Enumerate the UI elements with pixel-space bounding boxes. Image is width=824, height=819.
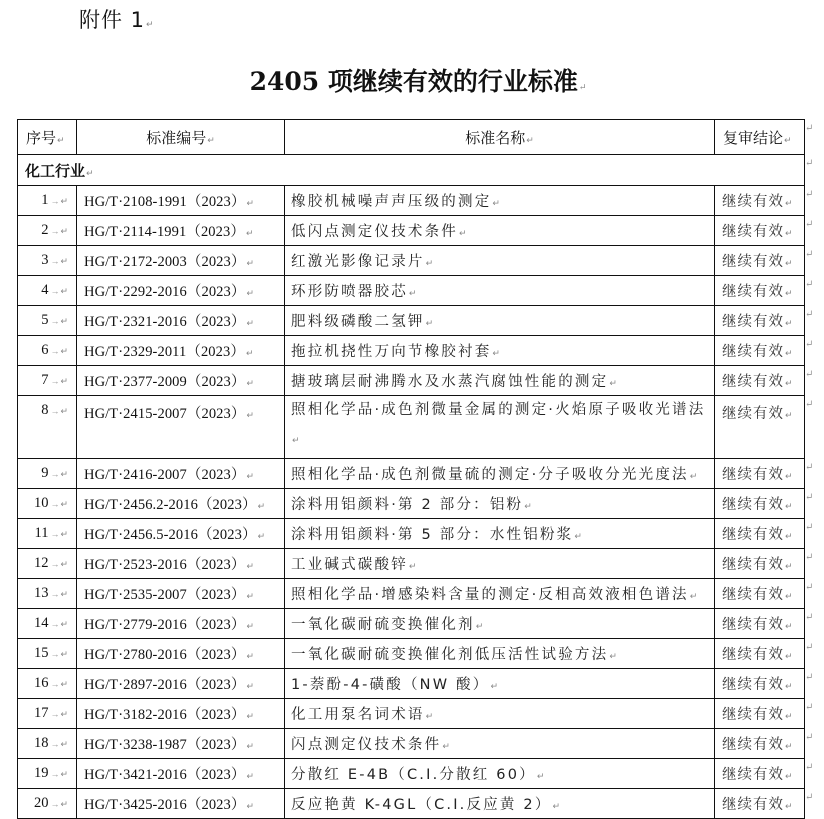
paragraph-mark-icon: ↵ — [60, 196, 68, 206]
paragraph-mark-icon: ↵ — [246, 621, 255, 631]
tab-arrow-icon: → — [50, 649, 60, 659]
cell-name: 拖拉机挠性万向节橡胶衬套↵ — [285, 336, 715, 366]
paragraph-mark-icon: ↵ — [785, 349, 794, 359]
paragraph-mark-icon: ↵ — [246, 471, 255, 481]
paragraph-mark-icon: ↵ — [785, 199, 794, 209]
cell-code: HG/T·2377-2009（2023）↵ — [77, 366, 285, 396]
cell-code: HG/T·2329-2011（2023）↵ — [77, 336, 285, 366]
cell-code: HG/T·2292-2016（2023）↵ — [77, 276, 285, 306]
paragraph-mark-icon: ↵ — [425, 319, 436, 329]
paragraph-mark-icon: ↵ — [246, 801, 255, 811]
paragraph-mark-icon: ↵ — [689, 472, 700, 482]
cell-conclusion: 继续有效↵ — [715, 639, 805, 669]
paragraph-mark-icon: ↵ — [246, 561, 255, 571]
paragraph-mark-icon: ↵ — [526, 135, 534, 146]
cell-code: HG/T·2415-2007（2023）↵ — [77, 396, 285, 459]
row-end-mark-icon: ↵ — [805, 157, 814, 169]
paragraph-mark-icon: ↵ — [785, 592, 794, 602]
cell-code: HG/T·2172-2003（2023）↵ — [77, 246, 285, 276]
paragraph-mark-icon: ↵ — [785, 532, 794, 542]
paragraph-mark-icon: ↵ — [57, 135, 65, 146]
tab-arrow-icon: → — [50, 709, 60, 719]
attachment-label: 附件 1↵ — [79, 8, 155, 32]
cell-conclusion: 继续有效↵ — [715, 669, 805, 699]
cell-code: HG/T·2780-2016（2023）↵ — [77, 639, 285, 669]
paragraph-mark-icon: ↵ — [60, 316, 68, 326]
table-row — [18, 639, 805, 669]
table-row — [18, 306, 805, 336]
cell-conclusion: 继续有效↵ — [715, 549, 805, 579]
paragraph-mark-icon: ↵ — [492, 349, 503, 359]
row-end-mark-icon: ↵ — [805, 491, 814, 503]
header-code: 标准编号↵ — [77, 120, 285, 155]
paragraph-mark-icon: ↵ — [475, 622, 486, 632]
tab-arrow-icon: → — [50, 529, 60, 539]
paragraph-mark-icon: ↵ — [60, 559, 68, 569]
paragraph-mark-icon: ↵ — [60, 346, 68, 356]
paragraph-mark-icon: ↵ — [60, 286, 68, 296]
paragraph-mark-icon: ↵ — [408, 562, 419, 572]
table-header-row — [18, 120, 805, 155]
cell-seq: 2 →↵ — [18, 216, 77, 246]
cell-seq: 3 →↵ — [18, 246, 77, 276]
tab-arrow-icon: → — [50, 589, 60, 599]
cell-code: HG/T·2456.2-2016（2023）↵ — [77, 489, 285, 519]
row-end-mark-icon: ↵ — [805, 791, 814, 803]
cell-conclusion: 继续有效↵ — [715, 276, 805, 306]
cell-seq: 7 →↵ — [18, 366, 77, 396]
paragraph-mark-icon: ↵ — [442, 742, 453, 752]
table-row — [18, 549, 805, 579]
table-row — [18, 246, 805, 276]
cell-seq: 8 →↵ — [18, 396, 77, 459]
cell-seq: 19 →↵ — [18, 759, 77, 789]
paragraph-mark-icon: ↵ — [292, 436, 302, 446]
paragraph-mark-icon: ↵ — [785, 772, 794, 782]
cell-code: HG/T·3425-2016（2023）↵ — [77, 789, 285, 819]
paragraph-mark-icon: ↵ — [689, 592, 700, 602]
row-end-mark-icon: ↵ — [805, 278, 814, 290]
table-row — [18, 669, 805, 699]
paragraph-mark-icon: ↵ — [60, 499, 68, 509]
paragraph-mark-icon: ↵ — [246, 681, 255, 691]
cell-name: 一氧化碳耐硫变换催化剂↵ — [285, 609, 715, 639]
tab-arrow-icon: → — [50, 286, 60, 296]
cell-name: 肥料级磷酸二氢钾↵ — [285, 306, 715, 336]
cell-name: 工业碱式碳酸锌↵ — [285, 549, 715, 579]
paragraph-mark-icon: ↵ — [785, 411, 794, 421]
cell-conclusion: 继续有效↵ — [715, 759, 805, 789]
cell-conclusion: 继续有效↵ — [715, 336, 805, 366]
row-end-mark-icon: ↵ — [805, 248, 814, 260]
cell-name: 1-萘酚-4-磺酸（NW 酸）↵ — [285, 669, 715, 699]
cell-code: HG/T·2456.5-2016（2023）↵ — [77, 519, 285, 549]
cell-seq: 17 →↵ — [18, 699, 77, 729]
cell-seq: 4 →↵ — [18, 276, 77, 306]
paragraph-mark-icon: ↵ — [785, 562, 794, 572]
cell-conclusion: 继续有效↵ — [715, 609, 805, 639]
header-seq: 序号↵ — [18, 120, 77, 155]
table-row — [18, 459, 805, 489]
table-row — [18, 366, 805, 396]
row-end-mark-icon: ↵ — [805, 761, 814, 773]
paragraph-mark-icon: ↵ — [246, 258, 255, 268]
paragraph-mark-icon: ↵ — [785, 229, 794, 239]
row-end-mark-icon: ↵ — [805, 581, 814, 593]
cell-conclusion: 继续有效↵ — [715, 789, 805, 819]
table-row — [18, 789, 805, 819]
paragraph-mark-icon: ↵ — [524, 502, 535, 512]
paragraph-mark-icon: ↵ — [207, 135, 215, 146]
paragraph-mark-icon: ↵ — [408, 289, 419, 299]
table-row — [18, 216, 805, 246]
cell-conclusion: 继续有效↵ — [715, 699, 805, 729]
paragraph-mark-icon: ↵ — [785, 742, 794, 752]
header-name: 标准名称↵ — [285, 120, 715, 155]
paragraph-mark-icon: ↵ — [609, 652, 620, 662]
tab-arrow-icon: → — [50, 769, 60, 779]
cell-conclusion: 继续有效↵ — [715, 216, 805, 246]
paragraph-mark-icon: ↵ — [425, 259, 436, 269]
cell-conclusion: 继续有效↵ — [715, 519, 805, 549]
cell-conclusion: 继续有效↵ — [715, 489, 805, 519]
tab-arrow-icon: → — [50, 316, 60, 326]
standards-table — [17, 119, 805, 819]
tab-arrow-icon: → — [50, 559, 60, 569]
cell-code: HG/T·2416-2007（2023）↵ — [77, 459, 285, 489]
paragraph-mark-icon: ↵ — [246, 318, 255, 328]
row-end-mark-icon: ↵ — [805, 701, 814, 713]
row-end-mark-icon: ↵ — [805, 398, 814, 410]
paragraph-mark-icon: ↵ — [785, 502, 794, 512]
cell-conclusion: 继续有效↵ — [715, 396, 805, 459]
paragraph-mark-icon: ↵ — [60, 769, 68, 779]
table-row — [18, 396, 805, 459]
tab-arrow-icon: → — [50, 739, 60, 749]
paragraph-mark-icon: ↵ — [60, 376, 68, 386]
paragraph-mark-icon: ↵ — [785, 622, 794, 632]
cell-name: 环形防喷器胶芯↵ — [285, 276, 715, 306]
paragraph-mark-icon: ↵ — [785, 712, 794, 722]
cell-code: HG/T·3238-1987（2023）↵ — [77, 729, 285, 759]
paragraph-mark-icon: ↵ — [246, 771, 255, 781]
row-end-mark-icon: ↵ — [805, 551, 814, 563]
tab-arrow-icon: → — [50, 196, 60, 206]
cell-seq: 20 →↵ — [18, 789, 77, 819]
cell-conclusion: 继续有效↵ — [715, 459, 805, 489]
cell-name: 橡胶机械噪声声压级的测定↵ — [285, 186, 715, 216]
cell-code: HG/T·2321-2016（2023）↵ — [77, 306, 285, 336]
paragraph-mark-icon: ↵ — [60, 406, 68, 416]
cell-name: 闪点测定仪技术条件↵ — [285, 729, 715, 759]
paragraph-mark-icon: ↵ — [60, 679, 68, 689]
paragraph-mark-icon: ↵ — [785, 472, 794, 482]
paragraph-mark-icon: ↵ — [60, 799, 68, 809]
paragraph-mark-icon: ↵ — [146, 20, 155, 30]
paragraph-mark-icon: ↵ — [60, 529, 68, 539]
cell-conclusion: 继续有效↵ — [715, 366, 805, 396]
cell-name: 涂料用铝颜料·第 5 部分：水性铝粉浆↵ — [285, 519, 715, 549]
paragraph-mark-icon: ↵ — [246, 711, 255, 721]
cell-name: 搪玻璃层耐沸腾水及水蒸汽腐蚀性能的测定↵ — [285, 366, 715, 396]
paragraph-mark-icon: ↵ — [492, 199, 503, 209]
paragraph-mark-icon: ↵ — [246, 198, 255, 208]
paragraph-mark-icon: ↵ — [574, 532, 585, 542]
cell-seq: 1 →↵ — [18, 186, 77, 216]
cell-seq: 18 →↵ — [18, 729, 77, 759]
paragraph-mark-icon: ↵ — [60, 619, 68, 629]
paragraph-mark-icon: ↵ — [536, 772, 547, 782]
cell-seq: 9 →↵ — [18, 459, 77, 489]
paragraph-mark-icon: ↵ — [60, 226, 68, 236]
paragraph-mark-icon: ↵ — [246, 651, 255, 661]
tab-arrow-icon: → — [50, 619, 60, 629]
paragraph-mark-icon: ↵ — [578, 83, 587, 93]
cell-seq: 12 →↵ — [18, 549, 77, 579]
row-end-mark-icon: ↵ — [805, 521, 814, 533]
cell-conclusion: 继续有效↵ — [715, 186, 805, 216]
table-row — [18, 699, 805, 729]
table-row — [18, 519, 805, 549]
cell-name: 反应艳黄 K-4GL（C.I.反应黄 2）↵ — [285, 789, 715, 819]
row-end-mark-icon: ↵ — [805, 461, 814, 473]
cell-seq: 16 →↵ — [18, 669, 77, 699]
paragraph-mark-icon: ↵ — [785, 802, 794, 812]
row-end-mark-icon: ↵ — [805, 218, 814, 230]
paragraph-mark-icon: ↵ — [490, 682, 501, 692]
paragraph-mark-icon: ↵ — [459, 229, 469, 239]
row-end-mark-icon: ↵ — [805, 308, 814, 320]
cell-code: HG/T·2523-2016（2023）↵ — [77, 549, 285, 579]
cell-seq: 14 →↵ — [18, 609, 77, 639]
paragraph-mark-icon: ↵ — [60, 649, 68, 659]
cell-name: 低闪点测定仪技术条件↵ — [285, 216, 715, 246]
paragraph-mark-icon: ↵ — [60, 469, 68, 479]
tab-arrow-icon: → — [50, 256, 60, 266]
row-end-mark-icon: ↵ — [805, 731, 814, 743]
cell-name: 照相化学品·增感染料含量的测定·反相高效液相色谱法↵ — [285, 579, 715, 609]
cell-seq: 11 →↵ — [18, 519, 77, 549]
category-row — [18, 155, 805, 186]
paragraph-mark-icon: ↵ — [785, 319, 794, 329]
tab-arrow-icon: → — [50, 226, 60, 236]
cell-conclusion: 继续有效↵ — [715, 246, 805, 276]
cell-name: 化工用泵名词术语↵ — [285, 699, 715, 729]
paragraph-mark-icon: ↵ — [785, 289, 794, 299]
cell-code: HG/T·3182-2016（2023）↵ — [77, 699, 285, 729]
row-end-mark-icon: ↵ — [805, 188, 814, 200]
row-end-mark-icon: ↵ — [805, 671, 814, 683]
row-end-mark-icon: ↵ — [805, 338, 814, 350]
table-row — [18, 336, 805, 366]
table-row — [18, 489, 805, 519]
paragraph-mark-icon: ↵ — [784, 135, 792, 146]
cell-name: 照相化学品·成色剂微量金属的测定·火焰原子吸收光谱法↵ — [285, 396, 715, 459]
cell-conclusion: 继续有效↵ — [715, 729, 805, 759]
cell-seq: 10 →↵ — [18, 489, 77, 519]
row-end-mark-icon: ↵ — [805, 611, 814, 623]
paragraph-mark-icon: ↵ — [246, 591, 255, 601]
paragraph-mark-icon: ↵ — [60, 709, 68, 719]
tab-arrow-icon: → — [50, 406, 60, 416]
paragraph-mark-icon: ↵ — [425, 712, 436, 722]
table-row — [18, 609, 805, 639]
table-row — [18, 186, 805, 216]
cell-seq: 13 →↵ — [18, 579, 77, 609]
table-row — [18, 729, 805, 759]
row-end-mark-icon: ↵ — [805, 641, 814, 653]
cell-seq: 5 →↵ — [18, 306, 77, 336]
tab-arrow-icon: → — [50, 469, 60, 479]
category-label: 化工行业↵ — [18, 155, 805, 186]
cell-code: HG/T·2108-1991（2023）↵ — [77, 186, 285, 216]
table-row — [18, 276, 805, 306]
tab-arrow-icon: → — [50, 799, 60, 809]
cell-name: 照相化学品·成色剂微量硫的测定·分子吸收分光光度法↵ — [285, 459, 715, 489]
cell-name: 分散红 E-4B（C.I.分散红 60）↵ — [285, 759, 715, 789]
tab-arrow-icon: → — [50, 376, 60, 386]
cell-seq: 15 →↵ — [18, 639, 77, 669]
tab-arrow-icon: → — [50, 346, 60, 356]
cell-name: 一氧化碳耐硫变换催化剂低压活性试验方法↵ — [285, 639, 715, 669]
paragraph-mark-icon: ↵ — [245, 348, 254, 358]
paragraph-mark-icon: ↵ — [257, 531, 266, 541]
document-title: 2405 项继续有效的行业标准↵ — [249, 67, 587, 96]
paragraph-mark-icon: ↵ — [60, 256, 68, 266]
cell-conclusion: 继续有效↵ — [715, 306, 805, 336]
paragraph-mark-icon: ↵ — [246, 410, 255, 420]
cell-seq: 6 →↵ — [18, 336, 77, 366]
paragraph-mark-icon: ↵ — [60, 589, 68, 599]
paragraph-mark-icon: ↵ — [245, 228, 254, 238]
cell-code: HG/T·3421-2016（2023）↵ — [77, 759, 285, 789]
row-end-mark-icon: ↵ — [805, 122, 814, 134]
paragraph-mark-icon: ↵ — [246, 288, 255, 298]
paragraph-mark-icon: ↵ — [785, 259, 794, 269]
paragraph-mark-icon: ↵ — [246, 741, 255, 751]
header-conclusion: 复审结论↵ — [715, 120, 805, 155]
paragraph-mark-icon: ↵ — [785, 652, 794, 662]
table-row — [18, 759, 805, 789]
tab-arrow-icon: → — [50, 499, 60, 509]
paragraph-mark-icon: ↵ — [785, 379, 794, 389]
paragraph-mark-icon: ↵ — [86, 168, 94, 179]
cell-conclusion: 继续有效↵ — [715, 579, 805, 609]
cell-code: HG/T·2535-2007（2023）↵ — [77, 579, 285, 609]
cell-name: 涂料用铝颜料·第 2 部分：铝粉↵ — [285, 489, 715, 519]
cell-code: HG/T·2897-2016（2023）↵ — [77, 669, 285, 699]
row-end-mark-icon: ↵ — [805, 368, 814, 380]
paragraph-mark-icon: ↵ — [785, 682, 794, 692]
paragraph-mark-icon: ↵ — [552, 802, 563, 812]
cell-code: HG/T·2779-2016（2023）↵ — [77, 609, 285, 639]
cell-code: HG/T·2114-1991（2023）↵ — [77, 216, 285, 246]
paragraph-mark-icon: ↵ — [609, 379, 620, 389]
paragraph-mark-icon: ↵ — [246, 378, 255, 388]
tab-arrow-icon: → — [50, 679, 60, 689]
table-row — [18, 579, 805, 609]
paragraph-mark-icon: ↵ — [257, 501, 266, 511]
paragraph-mark-icon: ↵ — [60, 739, 68, 749]
cell-name: 红激光影像记录片↵ — [285, 246, 715, 276]
